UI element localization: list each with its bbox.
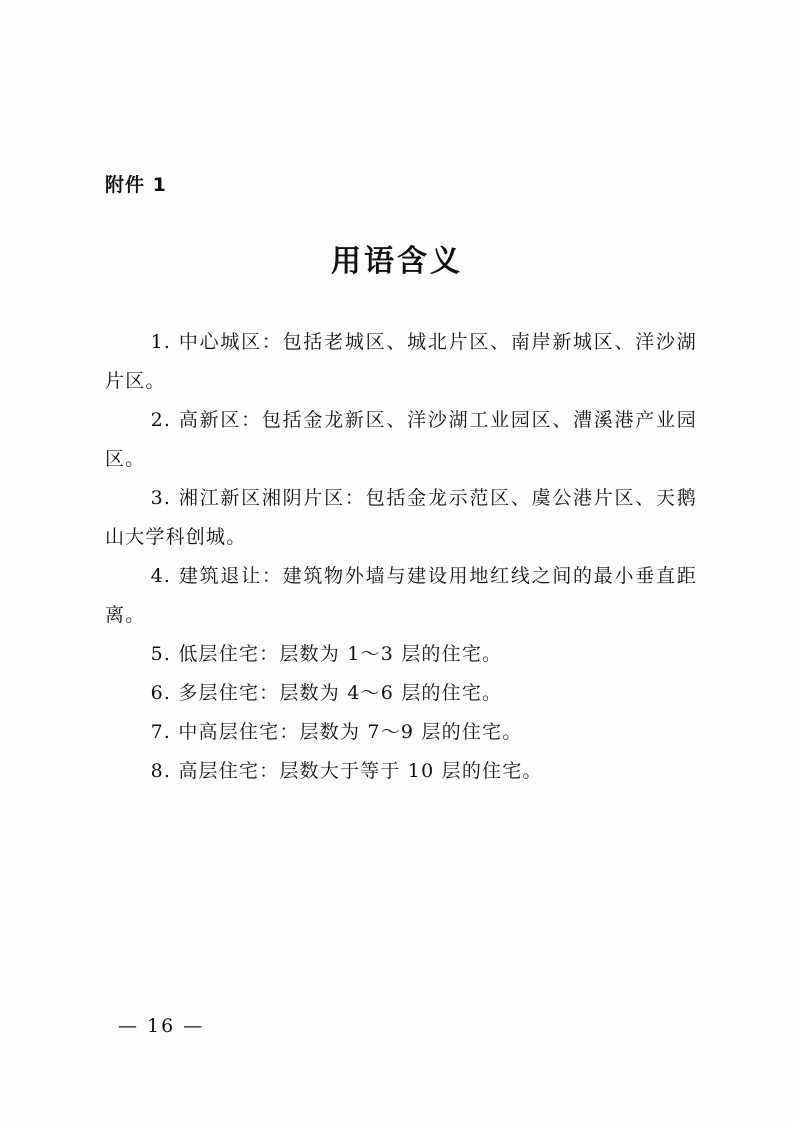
definition-item: 1. 中心城区：包括老城区、城北片区、南岸新城区、洋沙湖片区。 bbox=[105, 331, 697, 392]
attachment-label: 附件 1 bbox=[105, 174, 167, 196]
document-title: 用语含义 bbox=[331, 244, 463, 279]
definition-item: 8. 高层住宅：层数大于等于 10 层的住宅。 bbox=[150, 760, 543, 782]
definitions-list bbox=[105, 323, 697, 791]
definition-item: 2. 高新区：包括金龙新区、洋沙湖工业园区、漕溪港产业园区。 bbox=[105, 409, 697, 470]
definition-item: 4. 建筑退让：建筑物外墙与建设用地红线之间的最小垂直距离。 bbox=[105, 565, 697, 626]
definition-item: 3. 湘江新区湘阴片区：包括金龙示范区、虞公港片区、天鹅山大学科创城。 bbox=[105, 487, 697, 548]
definition-item: 5. 低层住宅：层数为 1～3 层的住宅。 bbox=[150, 643, 503, 665]
page-number: — 16 — bbox=[118, 1015, 205, 1037]
definition-item: 7. 中高层住宅：层数为 7～9 层的住宅。 bbox=[150, 721, 523, 743]
definition-item: 6. 多层住宅：层数为 4～6 层的住宅。 bbox=[150, 682, 503, 704]
